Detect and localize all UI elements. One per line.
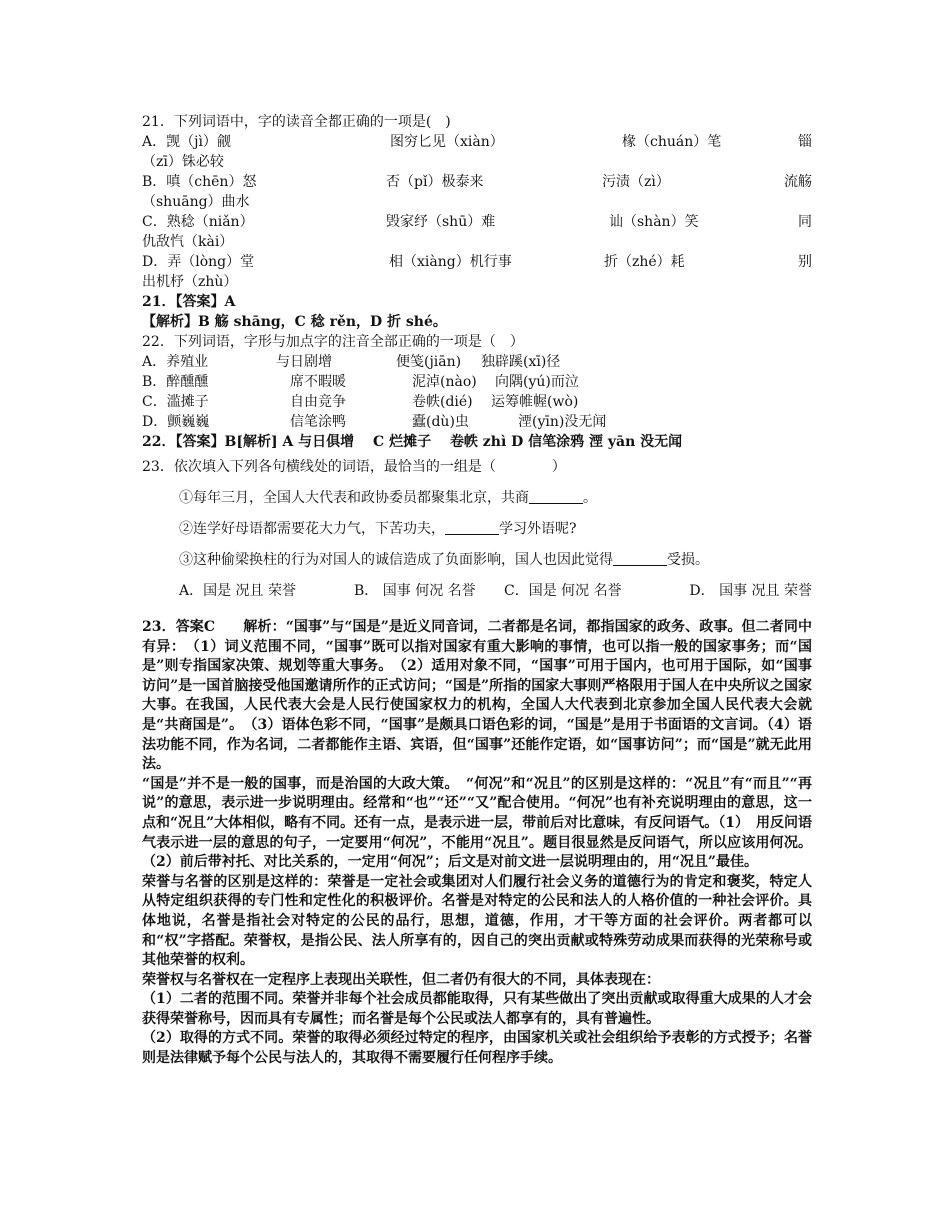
q21-a-2: 图穷匕见（xiàn）: [390, 134, 504, 150]
q21-c-3: 讪（shàn）笑: [609, 214, 699, 230]
q22-d-3: 蠹(dù)虫: [412, 414, 469, 430]
q22-c-2: 自由竞争: [290, 394, 346, 410]
q22-a-4: 独辟蹊(xī)径: [481, 354, 561, 370]
q23-s1-text: ①每年三月，全国人大代表和政协委员都聚集北京，共商: [179, 490, 529, 506]
q21-c-2: 毁家纾（shū）难: [386, 214, 496, 230]
q21-answer: 21．【答案】A: [142, 294, 236, 310]
q22-a-1: A．养殖业: [142, 354, 209, 370]
q21-b-1: B．嗔（chēn）怒: [142, 174, 257, 190]
q23-explanation-1: 23．答案C 解析：“国事”与“国是”是近义同音词，二者都是名词，都指国家的政务、政事。但二者同中有异： （1）词义范围不同，“国事”既可以指对国家有重大影响的事情，也可以指一般的国家事务；而“国是”则专指国家决策、规划等重大事务。 （2）适用对象不同，“国事”可用于国内，也可用于国际，如“国事访问”是一国首脑接受他国邀请所作的正式访问；“国是”所指的国家大事则严格限用于国人在中央所议之国家大事。在我国，人民代表大会是人民行使国家权力的机构，全国人大代表到北京参加全国人民代表大会就是“共商国是”。 （3）语体色彩不同，“国事”是颇具口语色彩的词，“国是”是用于书面语的文言词。（4）语法功能不同，作为名词，二者都能作主语、宾语，但“国事”还能作定语，如“国事访问”；而“国是”就无此用法。: [142, 619, 812, 773]
q21-option-d: [142, 252, 812, 272]
q23-explanation-4: 荣誉权与名誉权在一定程序上表现出关联性，但二者仍有很大的不同，具体表现在：: [142, 971, 660, 988]
q22-option-d: [142, 412, 812, 432]
q22-c-4: 运筹帷幄(wò): [491, 394, 579, 410]
q23-option-c: C．国是 何况 名誉: [504, 583, 622, 599]
q22-option-a: [142, 352, 812, 372]
q21-d-wrap: 出机杼（zhù）: [142, 274, 238, 290]
q22-option-c: [142, 392, 812, 412]
q23-blank-1: [529, 489, 583, 504]
q22-a-2: 与日剧增: [276, 354, 332, 370]
question-21-stem: 21．下列词语中，字的读音全都正确的一项是( ): [142, 114, 451, 130]
q21-c-wrap: 仇敌忾（kài）: [142, 234, 234, 250]
q21-b-wrap: （shuāng）曲水: [142, 194, 250, 210]
q23-sentence-1: [142, 488, 812, 508]
q21-analysis: 【解析】B 觞 shāng，C 稔 rěn，D 折 shé。: [142, 314, 447, 330]
q22-b-3: 泥淖(nào): [412, 374, 477, 390]
q21-d-2: 相（xiàng）机行事: [389, 254, 512, 270]
q22-c-1: C．滥摊子: [142, 394, 209, 410]
q21-b-4: 流觞: [784, 174, 812, 190]
q22-b-1: B．醉醺醺: [142, 374, 209, 390]
document-page: [142, 112, 812, 1069]
q21-a-3: 椽（chuán）笔: [622, 134, 722, 150]
q21-b-2: 否（pǐ）极泰来: [386, 174, 484, 190]
q23-s2-text: ②连学好母语都需要花大力气，下苦功夫，: [179, 521, 445, 537]
q22-d-2: 信笔涂鸭: [290, 414, 346, 430]
q22-b-4: 向隅(yú)而泣: [495, 374, 579, 390]
q22-answer: 22．【答案】B[解析] A 与日俱增 C 烂摊子 卷帙 zhì D 信笔涂鸦 湮 yān 没无闻: [142, 434, 683, 450]
q22-b-2: 席不暇暖: [290, 374, 346, 390]
q21-c-1: C．熟稔（niǎn）: [142, 214, 254, 230]
q21-a-1: A．觊（jì）觎: [142, 134, 231, 150]
q22-d-1: D．颤巍巍: [142, 414, 210, 430]
q22-c-3: 卷帙(dié): [412, 394, 473, 410]
q23-sentence-3: [142, 550, 812, 570]
q23-explanation-5: （1）二者的范围不同。荣誉并非每个社会成员都能取得，只有某些做出了突出贡献或取得重大成果的人才会获得荣誉称号，因而具有专属性；而名誉是每个公民或法人都享有的，具有普遍性。: [142, 991, 812, 1027]
q23-s3-end: 受损。: [667, 552, 709, 568]
q22-a-3: 便笺(jiān): [396, 354, 462, 370]
q21-option-a: [142, 132, 812, 152]
q23-blank-3: [613, 551, 667, 566]
q23-sentence-2: [142, 519, 812, 539]
q21-d-1: D．弄（lòng）堂: [142, 254, 255, 270]
q23-s1-end: 。: [583, 490, 597, 506]
q23-explanation-3: 荣誉与名誉的区别是这样的：荣誉是一定社会或集团对人们履行社会义务的道德行为的肯定和褒奖，特定人从特定组织获得的专门性和定性化的积极评价。名誉是对特定的公民和法人的人格价值的一种社会评价。具体地说，名誉是指社会对特定的公民的品行，思想，道德，作用，才干等方面的社会评价。两者都可以和“权”字搭配。荣誉权，是指公民、法人所享有的，因自己的突出贡献或特殊劳动成果而获得的光荣称号或其他荣誉的权利。: [142, 873, 812, 969]
q23-blank-2: [445, 520, 499, 535]
q22-option-b: [142, 372, 812, 392]
question-23-stem: 23．依次填入下列各句横线处的词语，最恰当的一组是（ ）: [142, 459, 566, 475]
q23-explanation-2: “国是”并不是一般的国事，而是治国的大政大策。 “何况”和“况且”的区别是这样的：“况且”有“而且”“再说”的意思，表示进一步说明理由。经常和“也”“还”“又”配合使用。“何况”也有补充说明理由的意思，这一点和“况且”大体相似，略有不同。还有一点，是表示进一层，带前后对比意味，有反问语气。（1） 用反问语气表示进一层的意思的句子，一定要用“何况”，不能用“况且”。题目很显然是反问语气，所以应该用何况。（2）前后带衬托、对比关系的，一定用“何况”；后文是对前文进一层说明理由的，用“况且”最佳。: [142, 775, 812, 871]
q23-option-d: D． 国事 况且 荣誉: [689, 583, 812, 599]
q23-s3-text: ③这种偷梁换柱的行为对国人的诚信造成了负面影响，国人也因此觉得: [179, 552, 613, 568]
q22-d-4: 湮(yīn)没无闻: [518, 414, 607, 430]
question-22-stem: 22．下列词语，字形与加点字的注音全部正确的一项是（ ）: [142, 334, 524, 350]
q23-option-b: B． 国事 何况 名誉: [354, 583, 476, 599]
q21-d-4: 别: [798, 254, 812, 270]
q23-option-a: A．国是 况且 荣誉: [179, 583, 297, 599]
q21-option-b: [142, 172, 812, 192]
q23-s2-end: 学习外语呢?: [499, 521, 577, 537]
q21-c-4: 同: [798, 214, 812, 230]
q21-option-c: [142, 212, 812, 232]
q23-options: [142, 581, 812, 601]
q21-a-4: 锱: [798, 134, 812, 150]
q21-b-3: 污渍（zì）: [602, 174, 670, 190]
q21-a-wrap: （zī）铢必较: [142, 154, 224, 170]
q21-d-3: 折（zhé）耗: [604, 254, 685, 270]
q23-explanation-6: （2）取得的方式不同。荣誉的取得必须经过特定的程序，由国家机关或社会组织给予表彰的方式授予；名誉则是法律赋予每个公民与法人的，其取得不需要履行任何程序手续。: [142, 1030, 812, 1067]
